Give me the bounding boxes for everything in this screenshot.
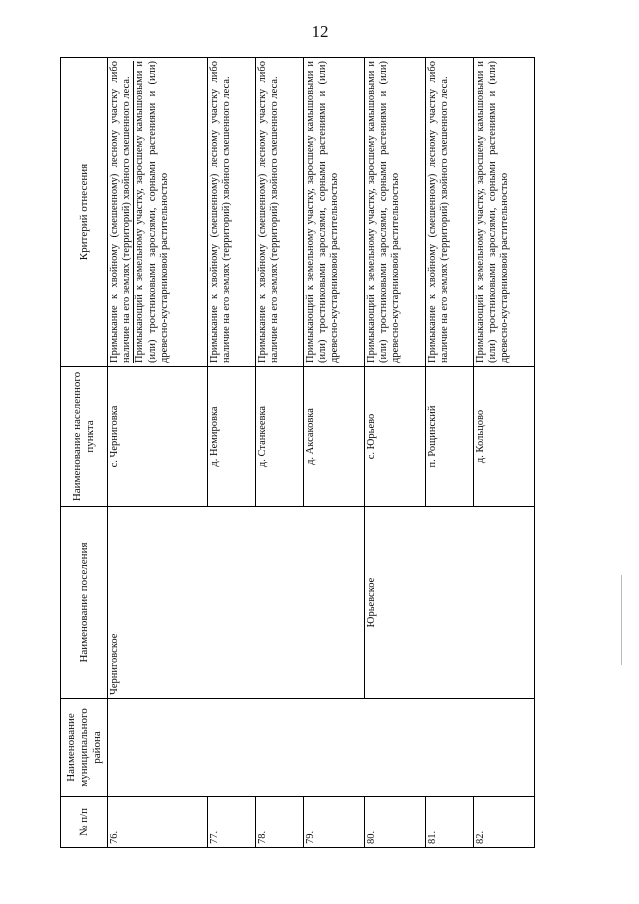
criterion-cell (474, 58, 535, 367)
header-settlement: Наименование поселения (61, 507, 108, 699)
criterion-cell (426, 58, 474, 367)
locality-cell: п. Рощинский (426, 367, 474, 507)
settlement-cell: Черниговское (108, 507, 365, 699)
header-num: № п/п (61, 797, 108, 848)
row-num: 78. (256, 797, 304, 848)
criterion-text: Примыкание к хвойному (смешенному) лесному участку либо наличие на его землях (территорий) хвойного смешенного леса. (427, 61, 451, 363)
criterion-text: Примыкающий к земельному участку, заросшему камышовыми и (или) тростниковыми зарослями, сорными растениями и (или) древесно-кустарниковой растительностью (366, 61, 402, 363)
criterion-text: Примыкание к хвойному (смешенному) лесному участку либо наличие на его землях (территорий) хвойного смешенного леса. (257, 61, 281, 363)
settlement-cell: Юрьевское (365, 507, 535, 699)
criterion-cell (304, 58, 365, 367)
criterion-text: Примыкание к хвойному (смешенному) лесному участку либо наличие на его землях (территорий) хвойного смешенного леса. (209, 61, 233, 363)
criterion-cell (208, 58, 256, 367)
row-num: 77. (208, 797, 256, 848)
criterion-text: Примыкающий к земельному участку, заросшему камышовыми и (или) тростниковыми зарослями, сорными растениями и (или) древесно-кустарниковой растительностью (475, 61, 511, 363)
row-num: 82. (474, 797, 535, 848)
criterion-text: Примыкание к хвойному (смешенному) лесному участку либо наличие на его землях (территорий) хвойного смешенного леса. (109, 61, 133, 363)
locality-cell: д. Немировка (208, 367, 256, 507)
district-cell (108, 699, 535, 797)
header-criterion: Критерий отнесения (61, 58, 108, 367)
locality-cell: с. Черниговка (108, 367, 208, 507)
header-locality: Наименование населенного пункта (61, 367, 108, 507)
page-number: 12 (311, 22, 329, 41)
rotated-table-container (60, 58, 515, 848)
criterion-text: Примыкающий к земельному участку, заросшему камышовыми и (или) тростниковыми зарослями, сорными растениями и (или) древесно-кустарниковой растительностью (134, 61, 170, 363)
criterion-cell (256, 58, 304, 367)
row-num: 76. (108, 797, 208, 848)
header-district: Наименование муниципального района (61, 699, 108, 797)
row-num: 81. (426, 797, 474, 848)
row-num: 79. (304, 797, 365, 848)
locality-cell: д. Станкеевка (256, 367, 304, 507)
locality-cell: с. Юрьево (365, 367, 426, 507)
criterion-cell (365, 58, 426, 367)
table-row (108, 58, 208, 848)
scan-edge-line (621, 575, 622, 665)
locality-cell: д. Кольцово (474, 367, 535, 507)
criteria-table (60, 57, 535, 848)
row-num: 80. (365, 797, 426, 848)
criterion-cell (108, 58, 208, 367)
locality-cell: д. Аксаковка (304, 367, 365, 507)
table-header-row (61, 58, 108, 848)
criterion-text: Примыкающий к земельному участку, заросшему камышовыми и (или) тростниковыми зарослями, сорными растениями и (или) древесно-кустарниковой растительностью (305, 61, 341, 363)
